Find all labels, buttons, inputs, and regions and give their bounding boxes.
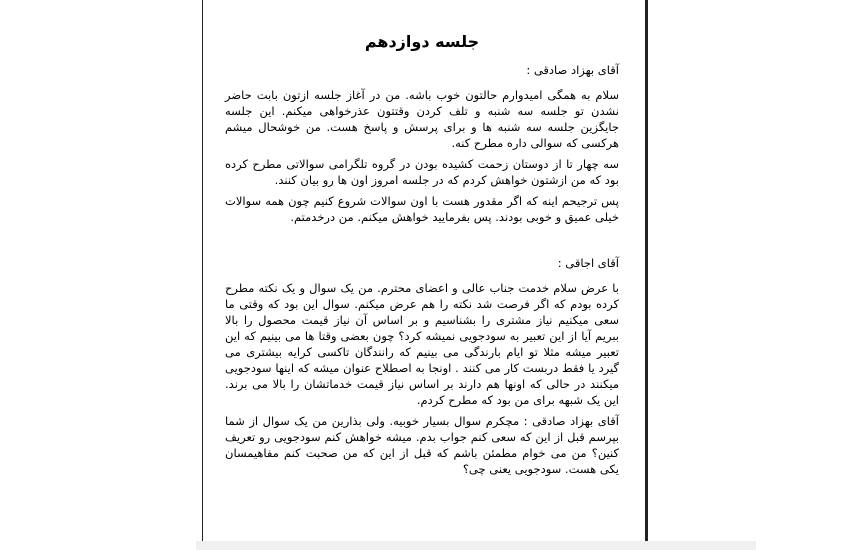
- paragraph: آقای بهزاد صادقی : مچکرم سوال بسیار خوبیه. ولی بذارین من یک سوال از شما بپرسم قبل از این که سعی کنم جواب بدم. میشه خواهش کنم سودجویی رو تعریف کنین؟ من می خوام مطمئن باشم که قبل از این که من صحبت کنم مفاهیمسان یکی هست. سودجویی یعنی چی؟: [225, 414, 619, 476]
- paragraph: با عرض سلام خدمت جناب عالی و اعضای محترم. من یک سوال و یک نکته مطرح کرده بودم که اگر فرصت شد نکته را هم عرض میکنم. سوال این بود که وقتی ما سعی میکنیم نیاز مشتری را بشناسیم و بر اساس آن نیاز قیمت محصول را بالا ببریم آیا از این تعبیر به سودجویی نمیشه کرد؟ چون بعضی وقتا ها می بینیم که این تعبیر میشه مثلا تو ایام بارندگی می بینیم که رانندگان تاکسی کرایه بیشتری می گیرد یا فقط دربست کار می کنند . اونجا به اصطلاح عنوان میشه که اینها سودجویی میکنند در حالی که اونها هم دارند بر اساس نیاز قیمت خدماتشان را بالا می برند. این یک شبهه برای من بود که مطرح کردم.: [225, 281, 619, 407]
- section-gap: [225, 230, 619, 256]
- document-title: جلسه دوازدهم: [364, 32, 480, 51]
- paragraph: سه چهار تا از دوستان زحمت کشیده بودن در گروه تلگرامی سوالاتی مطرح کرده بود که من ازشتون خواهش کردم که در جلسه امروز اون ها رو بیان کنند.: [225, 157, 619, 187]
- speaker-label: آقای بهزاد صادقی :: [526, 63, 619, 77]
- paragraph: سلام به همگی امیدوارم حالتون خوب باشه. من در آغاز جلسه ازتون بابت حاضر نشدن تو جلسه سه شنبه و تلف کردن وقتتون عذرخواهی میکنم. این جلسه جایگزین جلسه سه شنبه ها و برای پرسش و پاسخ هست. من خوشحال میشم هرکسی که سوالی داره مطرح کنه.: [225, 88, 619, 150]
- paragraph: پس ترجیحم اینه که اگر مقدور هست با اون سوالات شروع کنیم چون همه سوالات خیلی عمیق و خوبی بودند. پس بفرمایید خواهش میکنم. من درخدمتم.: [225, 194, 619, 224]
- speaker-label: آقای اجاقی :: [557, 256, 619, 270]
- document-page: [202, 0, 648, 544]
- page-bottom-edge: [196, 541, 756, 550]
